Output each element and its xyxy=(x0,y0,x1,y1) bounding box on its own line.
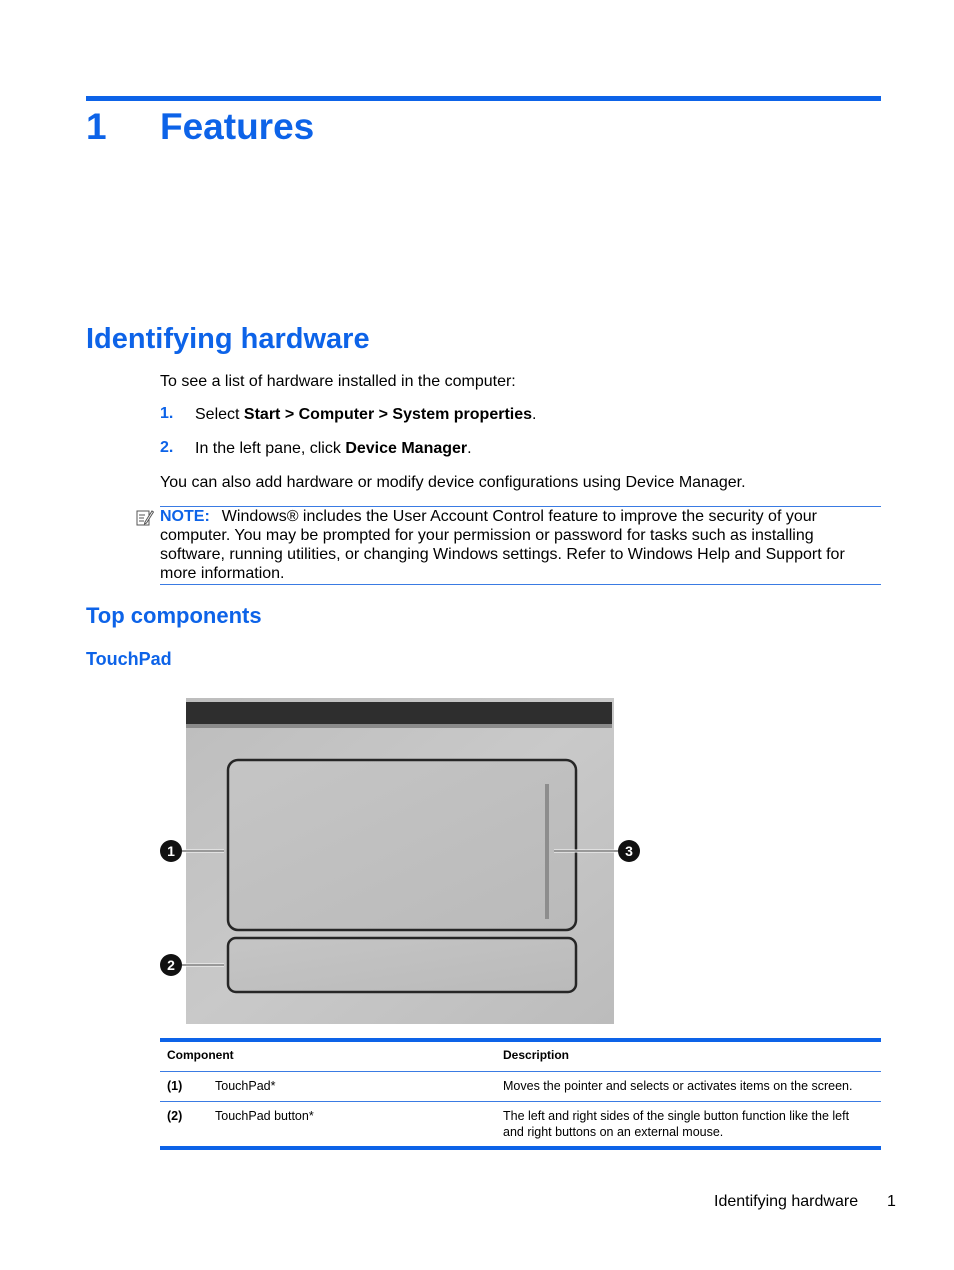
row-2-description-line-2: and right buttons on an external mouse. xyxy=(503,1125,724,1139)
table-bottom-rule xyxy=(160,1146,881,1150)
row-1-number: (1) xyxy=(167,1079,183,1093)
note-line-2: computer. You may be prompted for your permission or password for tasks such as installing xyxy=(160,527,814,544)
section-after-text: You can also add hardware or modify device configurations using Device Manager. xyxy=(160,474,746,491)
step-2-text xyxy=(195,439,472,458)
note-icon xyxy=(136,508,154,526)
step-2-bold: Device Manager xyxy=(345,440,468,457)
step-1-bold: Start > Computer > System properties xyxy=(243,406,533,423)
subsubsection-title: TouchPad xyxy=(86,649,172,669)
table-header-component: Component xyxy=(167,1048,234,1062)
row-2-component: TouchPad button* xyxy=(215,1109,314,1123)
step-1-number: 1. xyxy=(160,405,174,422)
footer-section-name: Identifying hardware xyxy=(714,1193,859,1210)
touchpad-illustration xyxy=(160,694,644,1024)
table-header-rule xyxy=(160,1071,881,1072)
note-line-4: more information. xyxy=(160,565,285,582)
row-2-number: (2) xyxy=(167,1109,183,1123)
row-2-description-line-1: The left and right sides of the single button function like the left xyxy=(503,1109,850,1123)
section-title: Identifying hardware xyxy=(86,323,370,355)
note-line-3: software, running utilities, or changing Windows settings. Refer to Windows Help and Support for xyxy=(160,546,845,563)
table-top-rule xyxy=(160,1038,881,1042)
chapter-number: 1 xyxy=(86,106,107,147)
section-intro: To see a list of hardware installed in the computer: xyxy=(160,373,516,390)
step-2-post: . xyxy=(467,440,472,457)
chapter-rule xyxy=(86,96,881,101)
callout-1: 1 xyxy=(160,840,182,862)
chapter-title: Features xyxy=(160,106,315,147)
callout-3: 3 xyxy=(618,840,640,862)
callout-2: 2 xyxy=(160,954,182,976)
note-label: NOTE: xyxy=(160,508,210,525)
step-1-text xyxy=(195,405,536,424)
row-1-component: TouchPad* xyxy=(215,1079,276,1093)
subsection-title: Top components xyxy=(86,603,262,628)
step-2-number: 2. xyxy=(160,439,174,456)
table-header-description: Description xyxy=(503,1048,570,1062)
footer-page-number: 1 xyxy=(887,1193,896,1210)
step-1-post: . xyxy=(532,406,537,423)
table-row-rule xyxy=(160,1101,881,1102)
row-1-description: Moves the pointer and selects or activates items on the screen. xyxy=(503,1079,853,1093)
note-text xyxy=(160,507,881,583)
step-1-pre: Select xyxy=(195,406,244,423)
step-2-pre: In the left pane, click xyxy=(195,440,346,457)
note-line-1: Windows® includes the User Account Control feature to improve the security of your xyxy=(221,508,817,525)
